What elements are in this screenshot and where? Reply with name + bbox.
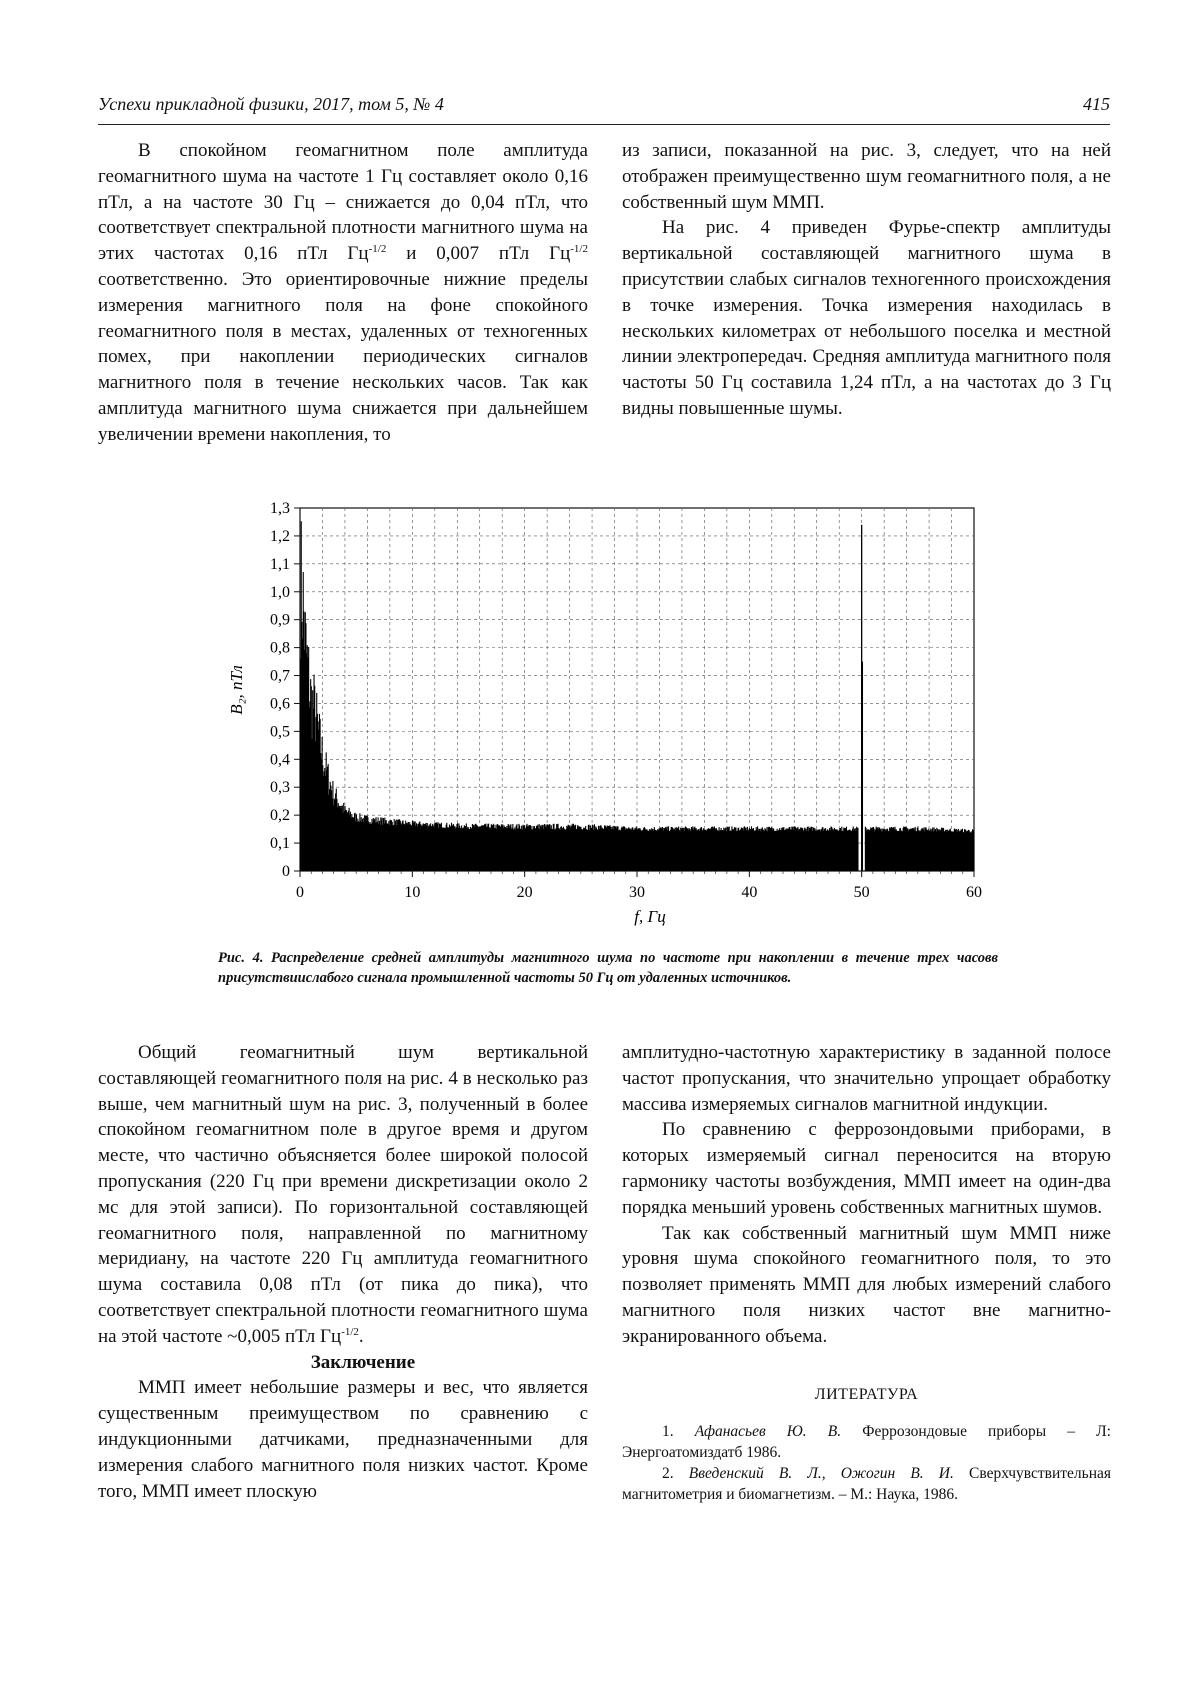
y-tick-label: 0,8 (270, 639, 290, 657)
journal-title: Успехи прикладной физики, 2017, том 5, № 4 (98, 94, 444, 114)
x-tick-label: 0 (296, 884, 304, 901)
y-tick-label: 1,2 (270, 527, 290, 545)
y-tick-label: 0 (282, 863, 290, 880)
paragraph: Так как собственный магнитный шум ММП ниже уровня шума спокойного геомагнитного поля, то это позволяет применять ММП для любых измерений слабого магнитного поля низких частот вне магнитно-экранированного объема. (622, 1222, 1111, 1347)
x-tick-label: 40 (741, 884, 758, 901)
spectrum-chart (220, 500, 990, 930)
y-axis-label: B₂, пТл (227, 665, 246, 715)
x-tick-label: 50 (853, 884, 870, 901)
page-number: 415 (1083, 94, 1110, 114)
y-tick-label: 1,3 (270, 500, 290, 517)
y-tick-label: 1,1 (270, 555, 290, 573)
x-tick-label: 30 (629, 884, 645, 901)
figure-caption: Рис. 4. Распределение средней амплитуды магнитного шума по частоте при накоплении в течение трех часовв присутствиислабого сигнала промышленной частоты 50 Гц от удаленных источников. (218, 950, 998, 986)
x-tick-label: 10 (404, 884, 421, 901)
references-title: ЛИТЕРАТУРА (814, 1385, 919, 1403)
y-tick-label: 0,3 (270, 779, 290, 797)
paragraph: ММП имеет небольшие размеры и вес, что является существенным преимуществом по сравнению с индукционными датчиками, предназначенными для измерения слабого магнитного поля низких частот. Кроме того, ММП имеет плоскую (98, 1377, 588, 1502)
x-axis-label: f, Гц (634, 907, 666, 926)
column-left-top (98, 138, 588, 448)
x-tick-label: 60 (966, 884, 982, 901)
paragraph: В спокойном геомагнитном поле амплитуда геомагнитного шума на частоте 1 Гц составляет около 0,16 пТл, а на частоте 30 Гц – снижается до 0,04 пТл, что соответствует спектральной плотности магнитного шума на этих частотах 0,16 пТл $Гц^{-1/2}$ и 0,007 пТл $Гц^{-1/2}$ соответственно. Это ориентировочные нижние пределы измерения магнитного поля на фоне спокойного геомагнитного поля в местах, удаленных от техногенных помех, при накоплении периодических сигналов магнитного поля в течение нескольких часов. Так как амплитуда магнитного шума снижается при дальнейшем увеличении времени накопления, то (98, 140, 588, 445)
section-heading: Заключение (310, 1351, 416, 1373)
y-tick-label: 0,4 (270, 751, 290, 769)
column-right-bottom (622, 1040, 1111, 1505)
reference-item: 2. Введенский В. Л., Ожогин В. И. Сверхчувствительная магнитометрия и биомагнетизм. – М.: Наука, 1986. (622, 1465, 1112, 1504)
y-tick-label: 0,2 (270, 807, 290, 825)
y-tick-label: 0,1 (270, 835, 290, 853)
x-tick-label: 20 (516, 884, 533, 901)
reference-item: 1. Афанасьев Ю. В. Феррозондовые приборы – Л: Энергоатомиздатб 1986. (622, 1423, 1111, 1462)
paragraph: На рис. 4 приведен Фурье-спектр амплитуды вертикальной составляющей магнитного шума в присутствии слабых сигналов техногенного происхождения в точке измерения. Точка измерения находилась в нескольких километрах от небольшого поселка и местной линии электропередач. Средняя амплитуда магнитного поля частоты 50 Гц составила 1,24 пТл, а на частотах до 3 Гц видны повышенные шумы. (622, 217, 1111, 419)
column-left-bottom (98, 1040, 588, 1504)
y-tick-label: 0,5 (270, 723, 290, 741)
paragraph: Общий геомагнитный шум вертикальной составляющей геомагнитного поля на рис. 4 в несколько раз выше, чем магнитный шум на рис. 3, полученный в более спокойном геомагнитном поле в другое время и другом месте, что частично объясняется более широкой полосой пропускания (220 Гц при времени дискретизации около 2 мс для этой записи). По горизонтальной составляющей геомагнитного поля, направленной по магнитному меридиану, на частоте 220 Гц амплитуда геомагнитного шума составила 0,08 пТл (от пика до пика), что соответствует спектральной плотности геомагнитного шума на этой частоте ~0,005 пТл $Гц^{-1/2}$. (98, 1042, 588, 1347)
paragraph: из записи, показанной на рис. 3, следует, что на ней отображен преимущественно шум геомагнитного поля, а не собственный шум ММП. (622, 140, 1111, 213)
paragraph: По сравнению с феррозондовыми приборами, в которых измеряемый сигнал переносится на вторую гармонику частоты возбуждения, ММП имеет на один-два порядка меньший уровень собственных магнитных шумов. (622, 1119, 1111, 1218)
y-tick-label: 0,6 (270, 695, 290, 713)
paragraph: амплитудно-частотную характеристику в заданной полосе частот пропускания, что значительно упрощает обработку массива измеряемых сигналов магнитной индукции. (622, 1042, 1111, 1115)
y-tick-label: 0,9 (270, 611, 290, 629)
running-header (98, 90, 1110, 125)
y-tick-label: 1,0 (270, 583, 290, 601)
y-tick-label: 0,7 (270, 667, 290, 685)
column-right-top (622, 138, 1111, 422)
